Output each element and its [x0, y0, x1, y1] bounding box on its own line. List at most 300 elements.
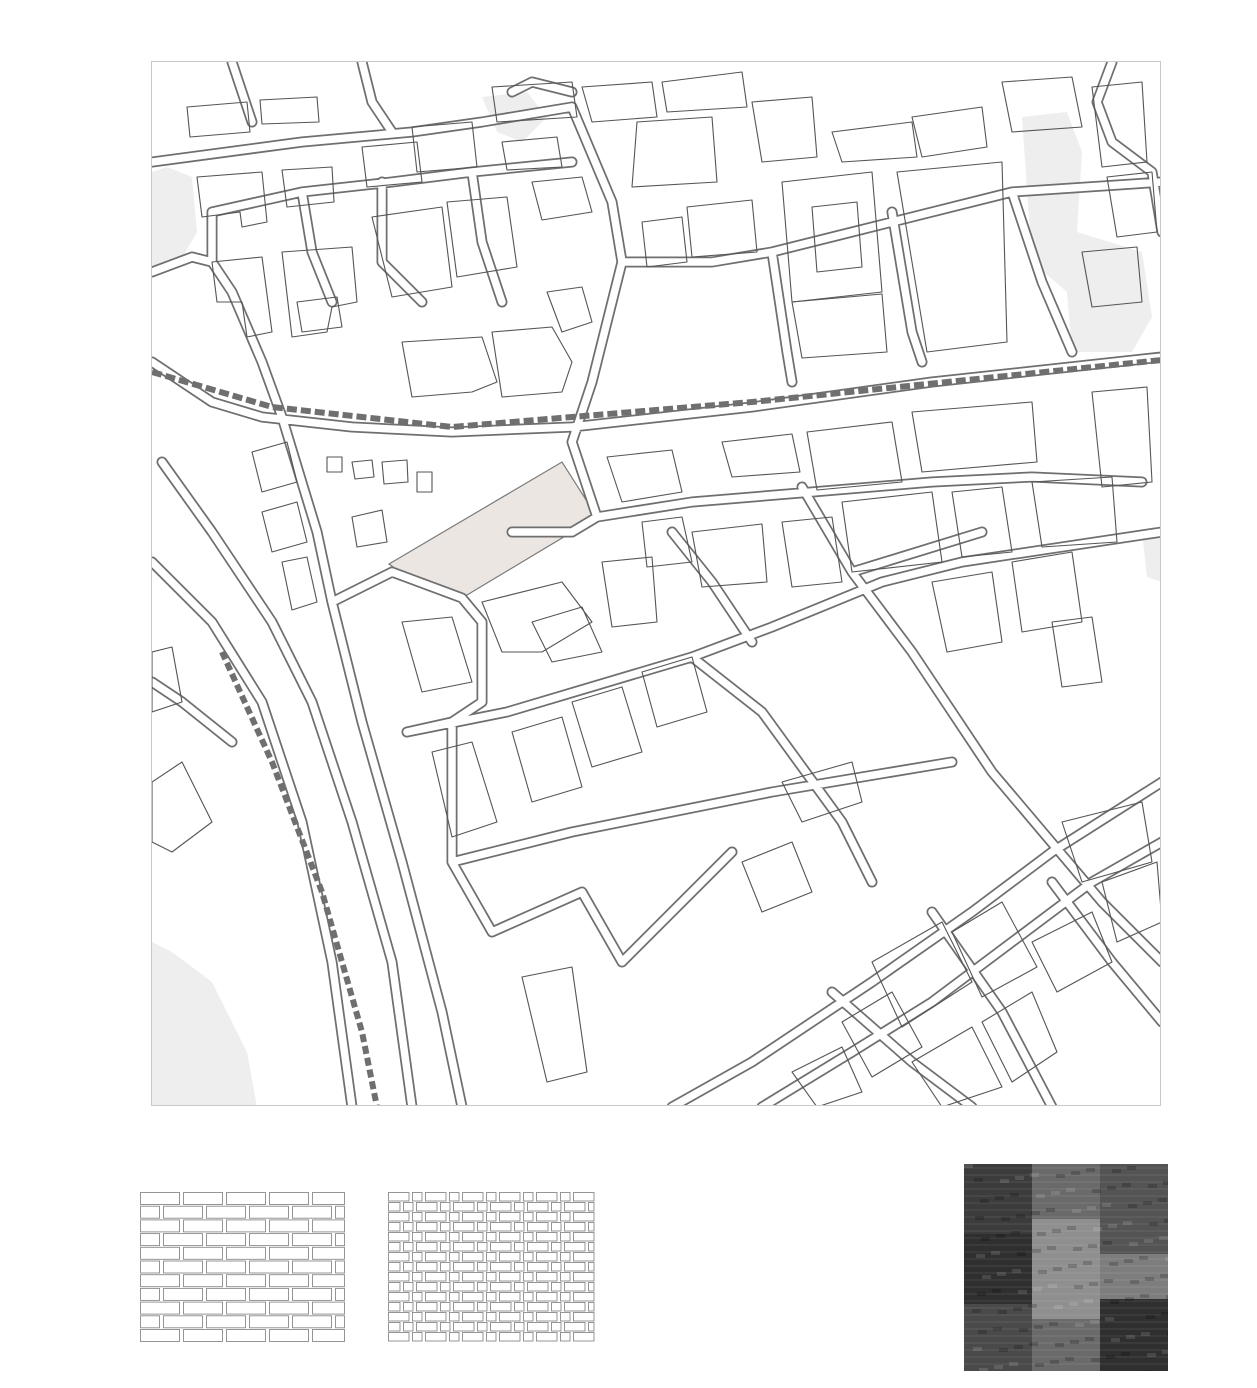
texture-speck	[1072, 1209, 1081, 1213]
texture-speck	[977, 1292, 986, 1296]
brick	[454, 1203, 475, 1212]
brick	[561, 1273, 571, 1282]
brick	[450, 1333, 460, 1342]
brick	[441, 1283, 451, 1292]
brick	[463, 1313, 484, 1322]
brick	[413, 1193, 423, 1202]
brick	[478, 1263, 488, 1272]
brick	[293, 1206, 332, 1218]
building	[912, 402, 1037, 472]
brick	[487, 1313, 497, 1322]
texture-speck	[996, 1234, 1005, 1238]
brick	[207, 1261, 246, 1273]
building	[152, 762, 212, 852]
building	[260, 97, 319, 124]
brick	[293, 1316, 332, 1328]
texture-speck	[1073, 1247, 1082, 1251]
texture-speck	[1086, 1168, 1095, 1172]
brick	[389, 1253, 410, 1262]
brick	[537, 1313, 558, 1322]
brick	[463, 1213, 484, 1222]
brick	[389, 1223, 401, 1232]
texture-speck	[1124, 1259, 1133, 1263]
texture-speck	[1104, 1279, 1113, 1283]
brick	[463, 1253, 484, 1262]
texture-collage-image	[964, 1164, 1168, 1371]
brick	[141, 1302, 180, 1314]
brick	[250, 1261, 289, 1273]
building	[687, 200, 757, 257]
building	[512, 717, 582, 802]
brick	[561, 1333, 571, 1342]
texture-speck	[1029, 1342, 1038, 1346]
site-plan-map	[151, 61, 1161, 1106]
brick	[561, 1213, 571, 1222]
brick	[426, 1213, 447, 1222]
brick	[404, 1223, 414, 1232]
brick	[413, 1313, 423, 1322]
brick	[389, 1283, 401, 1292]
brick	[537, 1193, 558, 1202]
brick	[164, 1316, 203, 1328]
brick	[441, 1243, 451, 1252]
texture-speck	[1034, 1325, 1043, 1329]
brick	[537, 1233, 558, 1242]
texture-speck	[1051, 1191, 1060, 1195]
texture-speck	[1013, 1307, 1022, 1311]
brick	[463, 1193, 484, 1202]
brick	[565, 1243, 586, 1252]
brick	[207, 1206, 246, 1218]
brick	[207, 1316, 246, 1328]
building	[522, 967, 587, 1082]
brick	[313, 1330, 345, 1342]
brick	[336, 1206, 345, 1218]
building	[402, 617, 472, 692]
brick	[270, 1247, 309, 1259]
texture-speck	[1010, 1193, 1019, 1197]
building	[932, 572, 1002, 652]
texture-speck	[980, 1199, 989, 1203]
building	[1052, 617, 1102, 687]
brick	[552, 1243, 562, 1252]
texture-speck	[994, 1365, 1003, 1369]
texture-speck	[1009, 1362, 1018, 1366]
texture-speck	[1166, 1295, 1168, 1299]
texture-speck	[1018, 1290, 1027, 1294]
brick	[417, 1243, 438, 1252]
brick	[487, 1273, 497, 1282]
texture-speck	[1141, 1332, 1150, 1336]
street-network-map	[152, 62, 1161, 1106]
texture-speck	[1129, 1242, 1138, 1246]
texture-speck	[992, 1289, 1001, 1293]
building	[547, 287, 592, 332]
brick	[227, 1330, 266, 1342]
brick	[487, 1213, 497, 1222]
open-spaces	[152, 92, 1161, 1106]
texture-speck	[1122, 1183, 1131, 1187]
building	[807, 422, 902, 490]
building	[532, 607, 602, 662]
brick	[141, 1330, 180, 1342]
brick	[270, 1330, 309, 1342]
brick	[417, 1323, 438, 1332]
brick	[552, 1303, 562, 1312]
brick	[561, 1253, 571, 1262]
texture-panel	[1100, 1254, 1168, 1299]
brick	[404, 1243, 414, 1252]
brick	[491, 1323, 512, 1332]
texture-speck	[1092, 1189, 1101, 1193]
building	[782, 517, 842, 587]
brick	[270, 1193, 309, 1205]
brick	[487, 1253, 497, 1262]
texture-speck	[1065, 1357, 1074, 1361]
brick	[565, 1223, 586, 1232]
texture-speck	[1106, 1355, 1115, 1359]
brick	[450, 1193, 460, 1202]
brick	[528, 1303, 549, 1312]
building	[572, 687, 642, 767]
brick	[454, 1303, 475, 1312]
building	[352, 510, 387, 547]
brick	[389, 1273, 410, 1282]
texture-speck	[1049, 1322, 1058, 1326]
texture-speck	[1017, 1252, 1026, 1256]
texture-speck	[1019, 1328, 1028, 1332]
brick	[417, 1223, 438, 1232]
texture-speck	[1087, 1206, 1096, 1210]
brick	[561, 1293, 571, 1302]
brick	[552, 1223, 562, 1232]
texture-speck	[1091, 1358, 1100, 1362]
brick	[454, 1263, 475, 1272]
texture-speck	[1055, 1343, 1064, 1347]
texture-speck	[1067, 1226, 1076, 1230]
texture-speck	[1108, 1224, 1117, 1228]
texture-speck	[1016, 1214, 1025, 1218]
texture-speck	[1066, 1188, 1075, 1192]
texture-speck	[972, 1309, 981, 1313]
texture-speck	[1142, 1370, 1151, 1371]
brick	[227, 1220, 266, 1232]
texture-speck	[1165, 1257, 1168, 1261]
texture-speck	[1071, 1171, 1080, 1175]
brick	[528, 1263, 549, 1272]
brick	[537, 1293, 558, 1302]
building	[282, 557, 317, 610]
building	[722, 434, 800, 477]
brick	[227, 1302, 266, 1314]
brick	[528, 1283, 549, 1292]
brick	[491, 1303, 512, 1312]
brick	[524, 1273, 534, 1282]
texture-speck	[1110, 1300, 1119, 1304]
texture-speck	[1143, 1201, 1152, 1205]
brick	[141, 1288, 160, 1300]
brick	[293, 1261, 332, 1273]
texture-speck	[974, 1178, 983, 1182]
brick	[537, 1333, 558, 1342]
brick	[389, 1243, 401, 1252]
brick	[141, 1220, 180, 1232]
brick	[426, 1333, 447, 1342]
brick	[589, 1203, 595, 1212]
brick	[515, 1223, 525, 1232]
texture-speck	[1028, 1304, 1037, 1308]
brick	[524, 1333, 534, 1342]
brick	[184, 1247, 223, 1259]
brick	[500, 1193, 521, 1202]
brick	[293, 1288, 332, 1300]
brick	[389, 1193, 410, 1202]
texture-speck	[1125, 1297, 1134, 1301]
brick	[413, 1213, 423, 1222]
building	[327, 457, 342, 472]
building	[607, 450, 682, 502]
brick	[565, 1323, 586, 1332]
texture-speck	[1126, 1335, 1135, 1339]
brick-texture-collage	[964, 1164, 1168, 1371]
building	[482, 582, 592, 652]
brick	[404, 1303, 414, 1312]
brick	[389, 1213, 410, 1222]
texture-speck	[1160, 1274, 1168, 1278]
texture-speck	[1161, 1312, 1168, 1316]
building	[952, 487, 1012, 557]
brick	[561, 1313, 571, 1322]
brick	[404, 1263, 414, 1272]
brick	[417, 1203, 438, 1212]
brick	[313, 1220, 345, 1232]
brick	[207, 1234, 246, 1246]
brick	[227, 1247, 266, 1259]
brick	[389, 1293, 410, 1302]
texture-speck	[1083, 1261, 1092, 1265]
texture-speck	[1112, 1169, 1121, 1173]
stretcher-bond-pattern	[140, 1192, 345, 1342]
brick	[454, 1223, 475, 1232]
brick	[450, 1233, 460, 1242]
brick	[141, 1261, 160, 1273]
texture-speck	[1011, 1231, 1020, 1235]
brick	[487, 1293, 497, 1302]
brick	[441, 1303, 451, 1312]
texture-speck	[1070, 1340, 1079, 1344]
brick	[141, 1234, 160, 1246]
brick-bond-stretcher-swatch	[140, 1192, 345, 1342]
building	[792, 294, 887, 358]
brick	[552, 1323, 562, 1332]
brick	[574, 1193, 595, 1202]
brick	[293, 1234, 332, 1246]
brick	[478, 1243, 488, 1252]
brick	[450, 1213, 460, 1222]
texture-speck	[1052, 1229, 1061, 1233]
brick	[478, 1323, 488, 1332]
brick	[336, 1234, 345, 1246]
texture-speck	[1075, 1323, 1084, 1327]
brick	[500, 1213, 521, 1222]
texture-speck	[1074, 1285, 1083, 1289]
texture-speck	[1035, 1363, 1044, 1367]
brick	[515, 1203, 525, 1212]
texture-speck	[1163, 1181, 1168, 1185]
brick	[250, 1234, 289, 1246]
brick	[589, 1303, 595, 1312]
brick	[552, 1283, 562, 1292]
brick	[389, 1203, 401, 1212]
texture-speck	[1048, 1284, 1057, 1288]
texture-speck	[1069, 1302, 1078, 1306]
texture-speck	[1145, 1277, 1154, 1281]
brick	[565, 1263, 586, 1272]
brick	[141, 1316, 160, 1328]
brick	[270, 1220, 309, 1232]
building	[492, 327, 572, 397]
brick	[389, 1323, 401, 1332]
brick	[478, 1203, 488, 1212]
texture-speck	[1036, 1194, 1045, 1198]
building	[602, 557, 657, 627]
brick	[141, 1206, 160, 1218]
brick	[537, 1213, 558, 1222]
texture-speck	[975, 1216, 984, 1220]
texture-speck	[1139, 1256, 1148, 1260]
brick	[500, 1333, 521, 1342]
texture-speck	[1109, 1262, 1118, 1266]
brick	[184, 1220, 223, 1232]
brick	[487, 1193, 497, 1202]
building	[417, 472, 432, 492]
brick	[478, 1223, 488, 1232]
brick	[454, 1323, 475, 1332]
brick	[184, 1275, 223, 1287]
brick	[141, 1247, 180, 1259]
texture-speck	[1093, 1227, 1102, 1231]
texture-speck	[1103, 1241, 1112, 1245]
brick	[336, 1316, 345, 1328]
texture-speck	[1147, 1353, 1156, 1357]
texture-speck	[1089, 1282, 1098, 1286]
brick	[250, 1316, 289, 1328]
building	[532, 177, 592, 220]
texture-speck	[1146, 1315, 1155, 1319]
brick	[141, 1193, 180, 1205]
texture-speck	[976, 1254, 985, 1258]
brick	[413, 1273, 423, 1282]
brick	[528, 1203, 549, 1212]
brick	[389, 1263, 401, 1272]
texture-speck	[1162, 1350, 1168, 1354]
brick	[164, 1206, 203, 1218]
brick	[389, 1233, 410, 1242]
texture-speck	[1164, 1219, 1168, 1223]
brick	[426, 1273, 447, 1282]
building	[742, 842, 812, 912]
brick	[552, 1263, 562, 1272]
open-space-northeast-park	[1022, 112, 1152, 352]
brick	[426, 1293, 447, 1302]
building	[582, 82, 657, 122]
texture-panel	[964, 1304, 1032, 1371]
brick	[537, 1273, 558, 1282]
texture-speck	[973, 1347, 982, 1351]
brick	[561, 1233, 571, 1242]
brick	[454, 1243, 475, 1252]
brick	[537, 1253, 558, 1262]
texture-speck	[1085, 1337, 1094, 1341]
brick	[487, 1333, 497, 1342]
texture-speck	[1030, 1173, 1039, 1177]
brick	[404, 1283, 414, 1292]
texture-speck	[1111, 1338, 1120, 1342]
brick	[413, 1253, 423, 1262]
brick	[574, 1313, 595, 1322]
brick	[574, 1213, 595, 1222]
texture-speck	[1012, 1269, 1021, 1273]
brick	[491, 1243, 512, 1252]
texture-speck	[1128, 1204, 1137, 1208]
brick	[500, 1253, 521, 1262]
brick	[450, 1253, 460, 1262]
building	[187, 102, 250, 137]
texture-speck	[1015, 1176, 1024, 1180]
texture-speck	[1014, 1345, 1023, 1349]
brick	[524, 1233, 534, 1242]
building	[382, 460, 408, 484]
texture-speck	[1046, 1208, 1055, 1212]
brick	[313, 1193, 345, 1205]
brick	[413, 1293, 423, 1302]
brick	[227, 1275, 266, 1287]
texture-speck	[1148, 1184, 1157, 1188]
brick	[552, 1203, 562, 1212]
brick	[478, 1283, 488, 1292]
brick	[389, 1313, 410, 1322]
building	[752, 97, 817, 162]
brick	[487, 1233, 497, 1242]
brick	[413, 1233, 423, 1242]
texture-speck	[1000, 1179, 1009, 1183]
brick	[500, 1233, 521, 1242]
texture-speck	[981, 1237, 990, 1241]
brick	[404, 1203, 414, 1212]
texture-speck	[991, 1251, 1000, 1255]
brick	[463, 1333, 484, 1342]
building	[352, 460, 374, 479]
brick	[478, 1303, 488, 1312]
texture-speck	[993, 1327, 1002, 1331]
brick	[574, 1253, 595, 1262]
brick	[417, 1303, 438, 1312]
texture-speck	[1144, 1239, 1153, 1243]
brick	[574, 1233, 595, 1242]
building	[632, 117, 717, 187]
building	[1092, 387, 1152, 487]
texture-speck	[1032, 1249, 1041, 1253]
brick	[524, 1213, 534, 1222]
brick	[463, 1273, 484, 1282]
brick	[491, 1263, 512, 1272]
texture-speck	[1031, 1211, 1040, 1215]
open-space-river-southwest	[152, 942, 257, 1106]
brick	[491, 1283, 512, 1292]
texture-speck	[1088, 1244, 1097, 1248]
brick	[313, 1302, 345, 1314]
brick	[524, 1253, 534, 1262]
